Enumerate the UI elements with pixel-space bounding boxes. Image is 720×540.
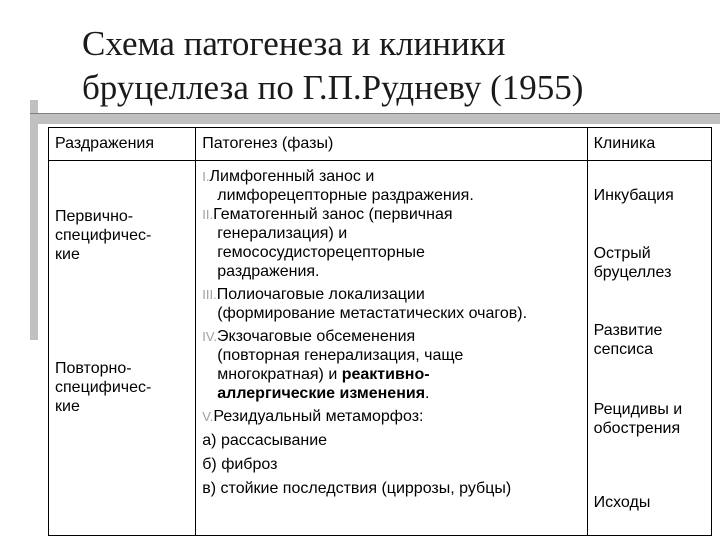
pathogenesis-cell [196, 161, 587, 536]
phase-4-text: (повторная генерализация, чаще многократная) и [217, 347, 464, 383]
phase-1 [202, 167, 580, 205]
decorative-horizontal-bar [38, 114, 720, 124]
header-clinic: Клиника [587, 128, 711, 161]
header-pathogenesis: Патогенез (фазы) [196, 128, 587, 161]
phase-1-title: Лимфогенный занос и [209, 168, 375, 185]
outcome-c: в) стойкие последствия (циррозы, рубцы) [202, 480, 512, 497]
phase-3 [202, 285, 580, 323]
phase-1-numeral: I. [202, 169, 210, 184]
phase-4-end: . [425, 385, 430, 402]
slide-title: Схема патогенеза и клиники бруцеллеза по Г.П.Рудневу (1955) [82, 24, 584, 107]
phase-5-title: Резидуальный метаморфоз: [213, 408, 424, 425]
irritations-cell [49, 161, 196, 536]
phase-2-text: генерализация) и гемососудисторецепторные раздражения. [217, 225, 425, 280]
outcome-b: б) фиброз [202, 456, 278, 473]
clinic-sepsis: Развитие сепсиса [593, 322, 663, 358]
decorative-vertical-bar [30, 100, 38, 340]
irritation-repeated: Повторно- специфичес- кие [55, 360, 152, 415]
phase-4 [202, 327, 580, 403]
clinic-acute: Острый бруцеллез [593, 245, 672, 281]
table-body-row [49, 161, 712, 536]
title-underline [30, 113, 720, 114]
phase-4-bold-text: реактивно-аллергические изменения [217, 366, 430, 402]
clinic-incubation: Инкубация [593, 187, 674, 204]
pathogenesis-table [48, 127, 712, 536]
phase-3-text: (формирование метастатических очагов). [217, 305, 528, 322]
outcome-a: а) рассасывание [202, 432, 328, 449]
phase-5-numeral: V. [202, 409, 214, 424]
phase-2-numeral: II. [202, 207, 214, 222]
phase-4-title: Экзочаговые обсеменения [216, 328, 416, 345]
clinic-relapse: Рецидивы и обострения [593, 401, 683, 437]
table-header-row [49, 128, 712, 161]
clinic-outcomes: Исходы [593, 494, 651, 511]
phase-3-numeral: III. [202, 287, 217, 302]
phase-4-numeral: IV. [202, 329, 217, 344]
phase-1-text: лимфорецепторные раздражения. [217, 187, 474, 204]
irritation-primary: Первично- специфичес- кие [55, 208, 152, 263]
phase-2-title: Гематогенный занос (первичная [213, 206, 453, 223]
phase-2 [202, 205, 580, 281]
phase-5 [202, 407, 580, 426]
header-irritations: Раздражения [49, 128, 196, 161]
clinic-cell [587, 161, 711, 536]
phase-3-title: Полиочаговые локализации [216, 286, 425, 303]
